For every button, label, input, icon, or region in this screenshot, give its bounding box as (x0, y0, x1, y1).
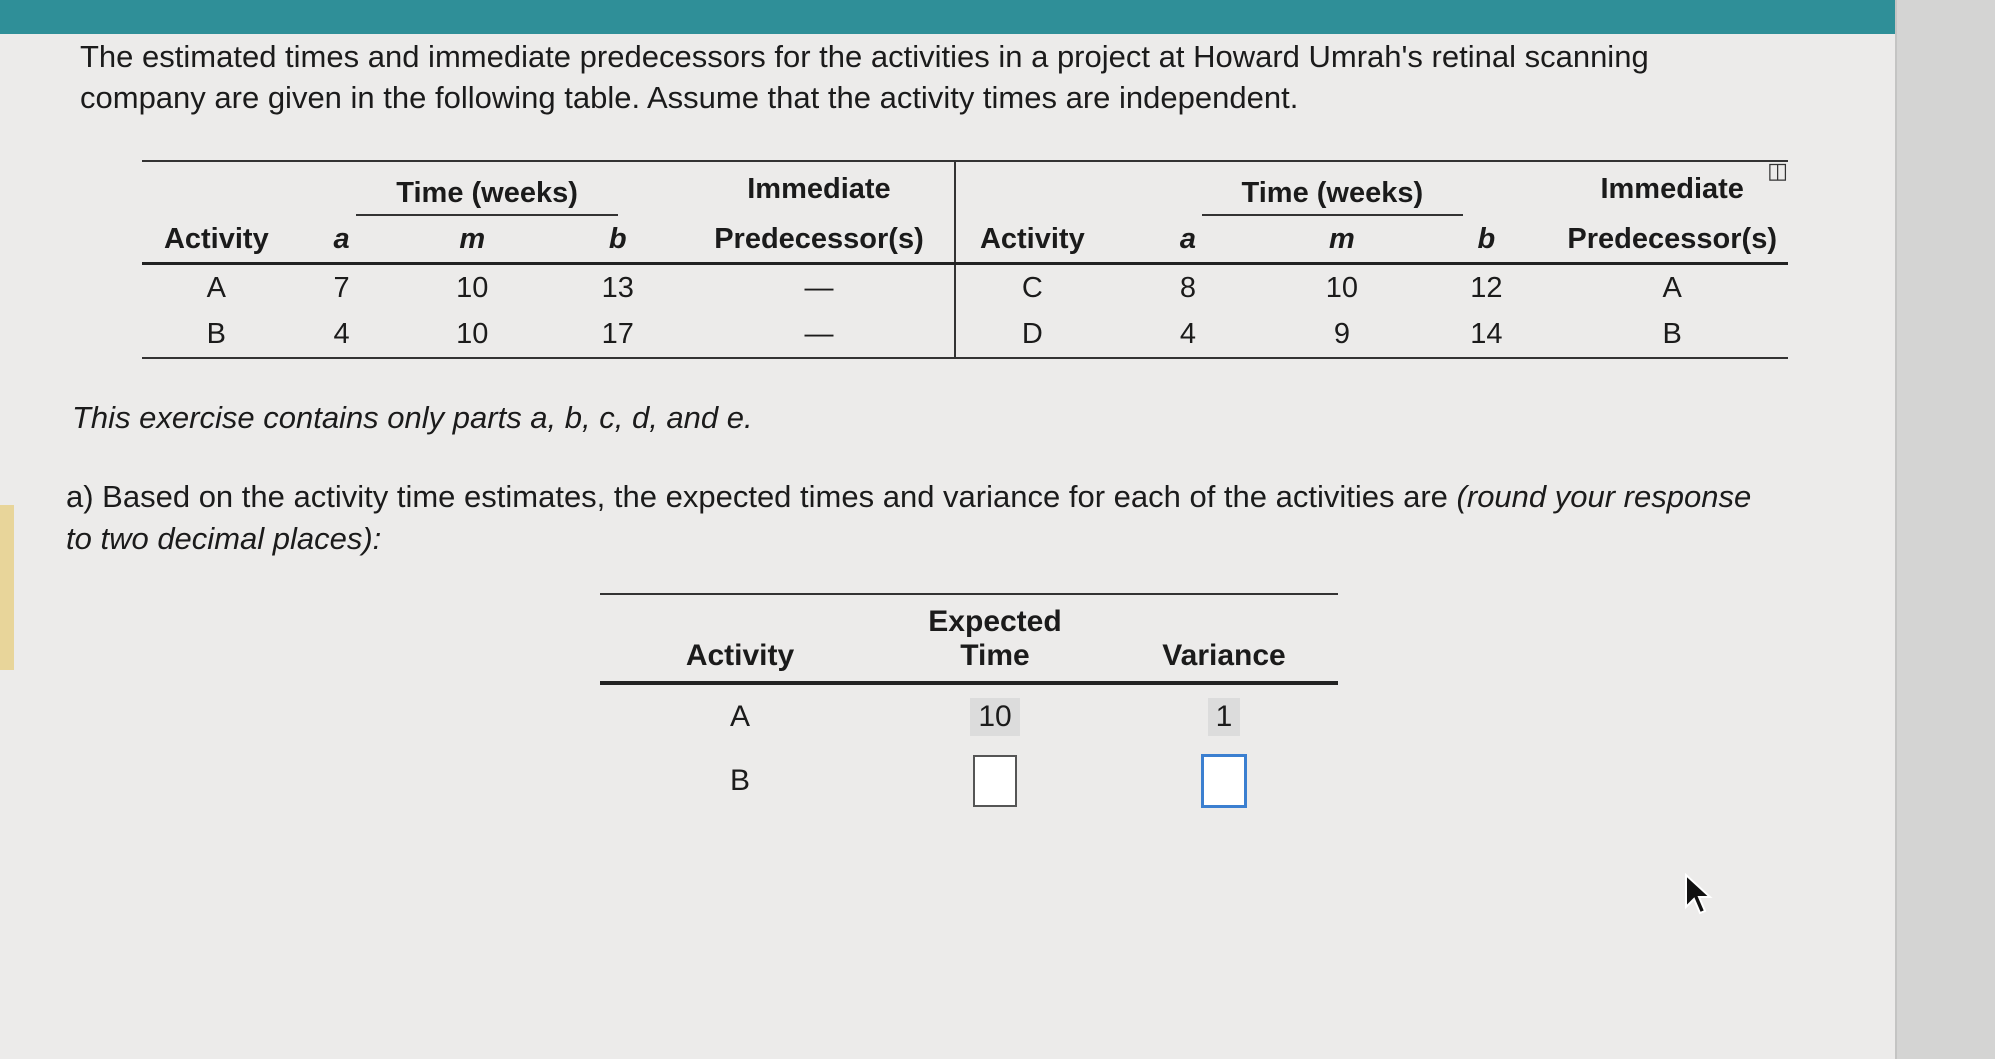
activity-cell: B (142, 311, 291, 358)
pred-header-right-2: Predecessor(s) (1556, 216, 1788, 264)
top-bar (0, 0, 1995, 34)
b-cell: 14 (1416, 311, 1556, 358)
pred-header-left-1: Immediate (684, 161, 956, 216)
expected-time-value: 10 (970, 698, 1019, 736)
time-weeks-header-left: Time (weeks) (356, 177, 618, 216)
mouse-pointer-icon (1684, 873, 1714, 917)
project-table (142, 160, 1788, 359)
b-cell: 13 (601, 271, 634, 304)
b-header-left: b (552, 216, 684, 264)
a-header-right: a (1108, 216, 1267, 264)
answer-table (600, 593, 1338, 813)
table-row (600, 683, 1338, 749)
activity-header-right: Activity (955, 216, 1108, 264)
variance-value: 1 (1208, 698, 1241, 736)
a-cell: 8 (1179, 271, 1196, 304)
m-cell: 10 (393, 311, 552, 358)
variance-header: Variance (1110, 594, 1338, 683)
m-header-left: m (393, 216, 552, 264)
table-row (600, 749, 1338, 813)
pred-cell: B (1556, 311, 1788, 358)
part-a-lead: a) Based on the activity time estimates, the expected times and variance for each of the activities are (66, 479, 1457, 514)
variance-input[interactable] (1201, 754, 1247, 808)
expected-time-input[interactable] (973, 755, 1017, 807)
table-row (142, 264, 1788, 312)
pred-header-right-1: Immediate (1600, 172, 1744, 205)
m-cell: 10 (1325, 271, 1359, 304)
activity-cell: B (729, 764, 750, 797)
problem-statement: The estimated times and immediate predecessors for the activities in a project at Howard Umrah's retinal scanning company are given in the following table. Assume that the activity times are independent. (80, 39, 1649, 115)
expand-icon[interactable]: ◫ (1767, 158, 1788, 183)
pred-header-left-2: Predecessor(s) (684, 216, 956, 264)
activity-cell: C (1021, 271, 1043, 304)
activity-cell: D (955, 311, 1108, 358)
m-cell: 10 (456, 271, 489, 304)
exercise-note: This exercise contains only parts a, b, c, d, and e. (72, 400, 753, 435)
activity-cell: A (729, 700, 750, 733)
part-a-instruction: (round your response to two decimal places): (66, 479, 1752, 556)
m-header-right: m (1268, 216, 1417, 264)
activity-header-left: Activity (142, 216, 291, 264)
b-cell: 12 (1470, 271, 1503, 304)
pred-cell: — (684, 311, 956, 358)
pred-cell: A (1662, 271, 1682, 304)
b-cell: 17 (552, 311, 684, 358)
time-weeks-header-right: Time (weeks) (1202, 177, 1464, 216)
expected-header-line1: Expected (928, 605, 1062, 638)
expected-time-header (880, 594, 1110, 683)
a-cell: 4 (291, 311, 393, 358)
pred-cell: — (684, 264, 956, 312)
activity-header: Activity (600, 594, 880, 683)
part-a-prompt (66, 476, 1766, 560)
m-cell: 9 (1268, 311, 1417, 358)
a-cell: 7 (333, 271, 350, 304)
activity-cell: A (206, 271, 226, 304)
b-header-right: b (1416, 216, 1556, 264)
expected-header-line2: Time (960, 639, 1030, 672)
right-panel (1895, 0, 1995, 1059)
a-header-left: a (291, 216, 393, 264)
a-cell: 4 (1108, 311, 1267, 358)
left-accent-bar (0, 505, 14, 670)
table-row (142, 311, 1788, 358)
